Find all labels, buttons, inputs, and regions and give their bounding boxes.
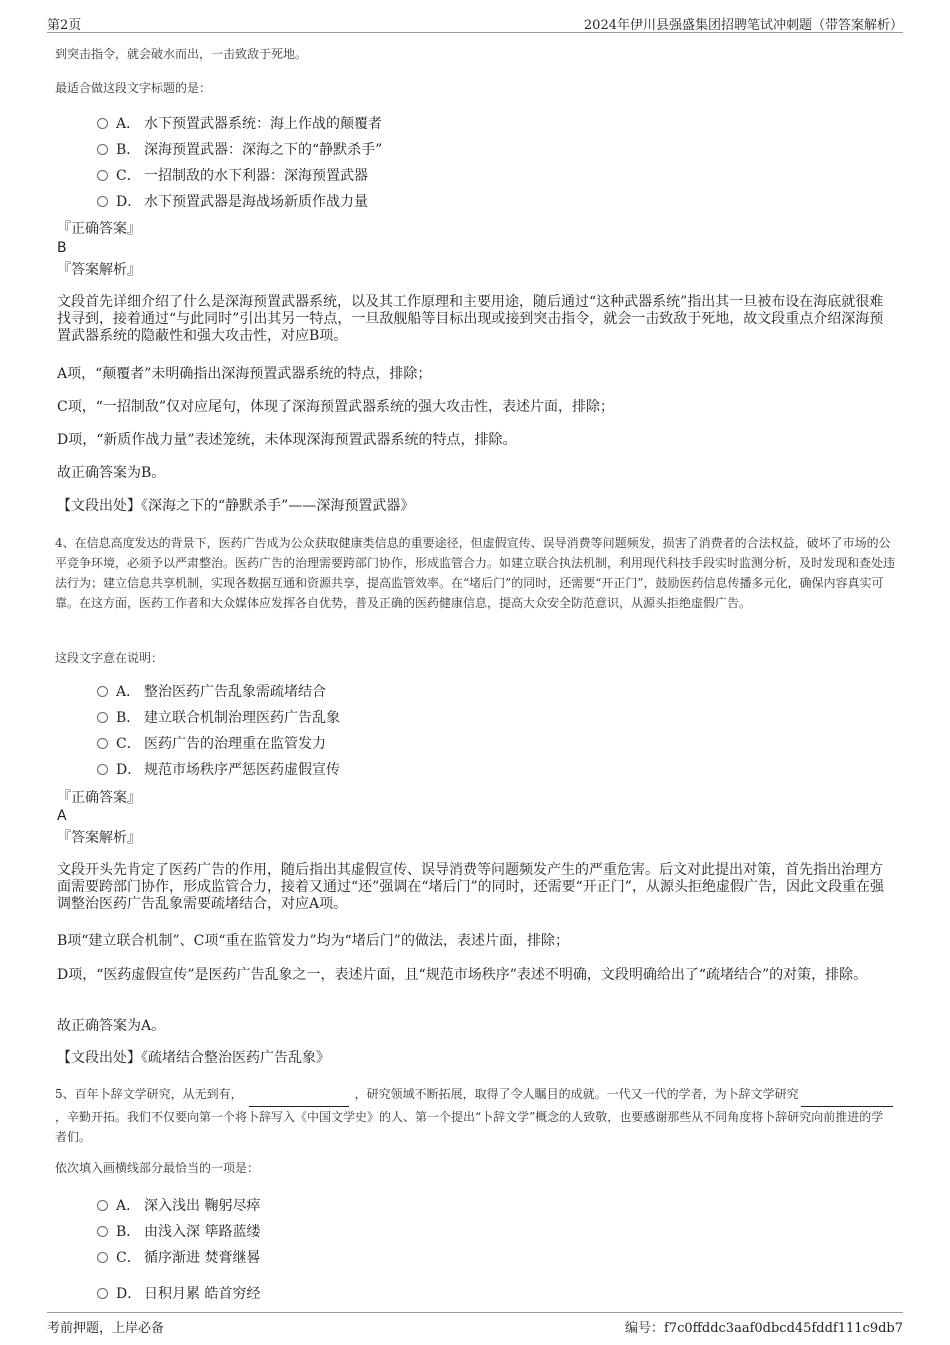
q3-prompt: 最适合做这段文字标题的是： <box>55 81 212 95</box>
q3-analysis-conclusion: 故正确答案为B。 <box>57 465 166 481</box>
q5-option-a[interactable]: A． 深入浅出 鞠躬尽瘁 <box>97 1196 260 1216</box>
radio-icon[interactable] <box>97 1200 108 1211</box>
radio-icon[interactable] <box>97 1288 108 1299</box>
q3-analysis-paragraph: D项，“新质作战力量”表述笼统，未体现深海预置武器系统的特点，排除。 <box>57 432 517 448</box>
radio-icon[interactable] <box>97 196 108 207</box>
radio-icon[interactable] <box>97 144 108 155</box>
q4-analysis-paragraph: 文段开头先肯定了医药广告的作用，随后指出其虚假宣传、误导消费等问题频发产生的严重危害。后文对此提出对策，首先指出治理方面需要跨部门协作，形成监管合力，接着又通过“还”强调在“堵后门”的同时，还需要“开正门”，从源头拒绝虚假广告，因此文段重在强调整治医药广告乱象需要疏堵结合，对应A项。 <box>57 862 884 912</box>
page-number: 第2页 <box>47 18 82 33</box>
radio-icon[interactable] <box>97 764 108 775</box>
q3-analysis-paragraph: C项，“一招制敌”仅对应尾句，体现了深海预置武器系统的强大攻击性，表述片面，排除； <box>57 399 615 415</box>
fill-blank-2[interactable] <box>801 1086 893 1107</box>
q3-option-c[interactable]: C． 一招制敌的水下利器：深海预置武器 <box>97 166 368 186</box>
document-id: 编号：f7c0ffddc3aaf0dbcd45fddf111c9db7 <box>625 1321 903 1336</box>
q4-option-b[interactable]: B． 建立联合机制治理医药广告乱象 <box>97 708 340 728</box>
q5-prompt: 依次填入画横线部分最恰当的一项是： <box>55 1161 260 1175</box>
radio-icon[interactable] <box>97 1226 108 1237</box>
page-footer <box>47 1312 903 1335</box>
q3-answer-label: 『正确答案』 <box>57 221 141 237</box>
radio-icon[interactable] <box>97 738 108 749</box>
q4-analysis-paragraph: B项“建立联合机制”、C项“重在监管发力”均为“堵后门”的做法，表述片面，排除； <box>57 933 569 949</box>
radio-icon[interactable] <box>97 1252 108 1263</box>
fill-blank-1[interactable] <box>249 1086 349 1107</box>
q4-answer-label: 『正确答案』 <box>57 790 141 806</box>
q4-prompt: 这段文字意在说明： <box>55 651 164 665</box>
q5-stem: 5、百年卜辞文学研究，从无到有， ，研究领域不断拓展，取得了令人瞩目的成就。一代又一代的学者，为卜辞文学研究，辛勤开拓。我们不仅要向第一个将卜辞写入《中国文学史》的人、第一个提出“卜辞文学”概念的人致敬，也要感谢那些从不同角度将卜辞研究向前推进的学者们。 <box>55 1084 895 1147</box>
q3-option-a[interactable]: A． 水下预置武器系统：海上作战的颠覆者 <box>97 114 382 134</box>
radio-icon[interactable] <box>97 170 108 181</box>
radio-icon[interactable] <box>97 686 108 697</box>
q3-option-b[interactable]: B． 深海预置武器：深海之下的“静默杀手” <box>97 140 382 160</box>
q4-source: 【文段出处】《疏堵结合整治医药广告乱象》 <box>57 1050 330 1066</box>
q4-analysis-label: 『答案解析』 <box>57 830 141 846</box>
q5-option-c[interactable]: C． 循序渐进 焚膏继晷 <box>97 1248 260 1268</box>
q4-option-d[interactable]: D． 规范市场秩序严惩医药虚假宣传 <box>97 760 340 780</box>
q3-analysis-paragraph: A项，“颠覆者”未明确指出深海预置武器系统的特点，排除； <box>57 366 432 382</box>
q3-analysis-paragraph: 文段首先详细介绍了什么是深海预置武器系统，以及其工作原理和主要用途，随后通过“这种武器系统”指出其一旦被布设在海底就很难找寻到，接着通过“与此同时”引出其另一特点，一旦敌舰船等目标出现或接到突击指令，就会一击致敌于死地，故文段重点介绍深海预置武器系统的隐蔽性和强大攻击性，对应B项。 <box>57 294 884 344</box>
q3-option-d[interactable]: D． 水下预置武器是海战场新质作战力量 <box>97 192 368 212</box>
q5-option-d[interactable]: D． 日积月累 皓首穷经 <box>97 1284 260 1304</box>
q4-answer: A <box>57 808 67 824</box>
q5-option-b[interactable]: B． 由浅入深 筚路蓝缕 <box>97 1222 260 1242</box>
document-title: 2024年伊川县强盛集团招聘笔试冲刺题（带答案解析） <box>583 18 903 33</box>
q3-stem-tail: 到突击指令，就会破水而出，一击致敌于死地。 <box>55 47 308 61</box>
q4-analysis-conclusion: 故正确答案为A。 <box>57 1018 166 1034</box>
q3-analysis-label: 『答案解析』 <box>57 262 141 278</box>
q4-analysis-paragraph: D项，“医药虚假宣传”是医药广告乱象之一，表述片面，且“规范市场秩序”表述不明确，文段明确给出了“疏堵结合”的对策，排除。 <box>57 967 868 983</box>
page-header <box>47 12 903 33</box>
q4-option-c[interactable]: C． 医药广告的治理重在监管发力 <box>97 734 326 754</box>
q3-answer: B <box>57 240 67 256</box>
q4-option-a[interactable]: A． 整治医药广告乱象需疏堵结合 <box>97 682 326 702</box>
radio-icon[interactable] <box>97 712 108 723</box>
q4-stem: 4、在信息高度发达的背景下，医药广告成为公众获取健康类信息的重要途径，但虚假宣传、误导消费等问题频发，损害了消费者的合法权益，破坏了市场的公平竞争环境，必须予以严肃整治。医药广告的治理需要跨部门协作，形成监管合力。如建立联合执法机制，利用现代科技手段实时监测分析，及时发现和查处违法行为；建立信息共享机制，实现各数据互通和资源共享，提高监管效率。在“堵后门”的同时，还需要“开正门”，鼓励医药信息传播多元化，确保内容真实可靠。在这方面，医药工作者和大众媒体应发挥各自优势，普及正确的医药健康信息，提高大众安全防范意识，从源头拒绝虚假广告。 <box>55 536 896 610</box>
radio-icon[interactable] <box>97 118 108 129</box>
footer-slogan: 考前押题，上岸必备 <box>47 1321 165 1336</box>
q3-source: 【文段出处】《深海之下的“静默杀手”——深海预置武器》 <box>57 498 415 514</box>
